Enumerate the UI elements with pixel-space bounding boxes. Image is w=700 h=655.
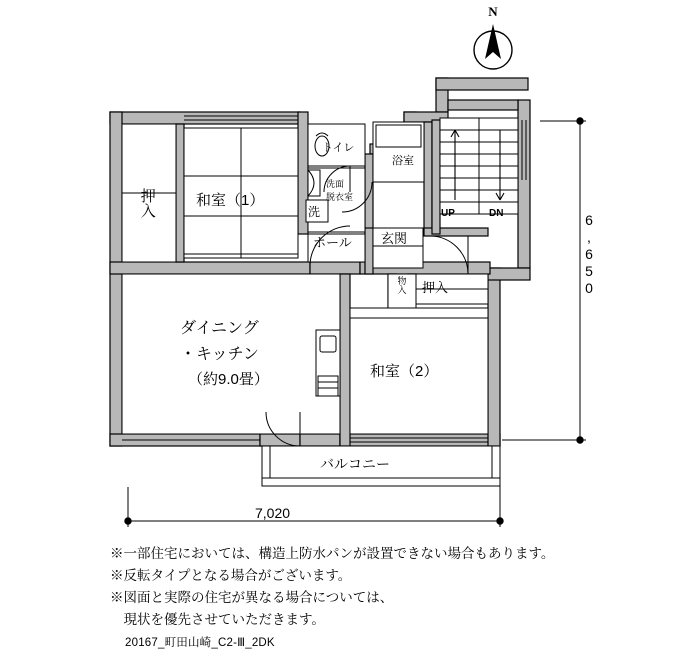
room-label-datsuishitsu: 脱衣室	[326, 192, 354, 202]
room-label-genkan: 玄関	[381, 231, 408, 246]
room-label-oshiire-2: 押入	[422, 280, 449, 295]
room-label-senmen: 洗面	[326, 179, 345, 189]
room-label-dining: ダイニング	[180, 320, 259, 337]
compass-north-label: N	[488, 4, 498, 19]
dimension-width: 7,020	[255, 505, 291, 521]
stair-label-dn: DN	[489, 208, 504, 219]
room-label-yokushitsu: 浴室	[392, 155, 414, 167]
note-line-4: 現状を優先させていただきます。	[110, 611, 325, 627]
plan-code: 20167_町田山崎_C2-Ⅲ_2DK	[125, 637, 275, 649]
room-label-kitchen: ・キッチン	[180, 346, 259, 363]
notes-block	[110, 543, 670, 630]
room-label-sen: 洗	[308, 205, 321, 219]
room-label-dk-area: （約9.0畳）	[188, 371, 269, 388]
room-label-washitsu-1: 和室（1）	[196, 192, 265, 209]
room-label-mononire: 物入	[396, 276, 407, 294]
note-line-3: ※図面と実際の住宅が異なる場合については、	[110, 589, 394, 605]
dimension-height: 6,650	[581, 212, 597, 297]
room-label-oshiire-1: 押入	[138, 188, 156, 218]
room-label-balcony: バルコニー	[320, 456, 390, 472]
room-label-toilet: トイレ	[322, 142, 355, 154]
note-line-2: ※反転タイプとなる場合がございます。	[110, 567, 352, 583]
note-line-1: ※一部住宅においては、構造上防水パンが設置できない場合もあります。	[110, 546, 555, 561]
room-label-hall: ホール	[313, 235, 352, 250]
compass	[462, 4, 524, 74]
stair-label-up: UP	[441, 208, 455, 219]
room-label-washitsu-2: 和室（2）	[370, 363, 439, 380]
